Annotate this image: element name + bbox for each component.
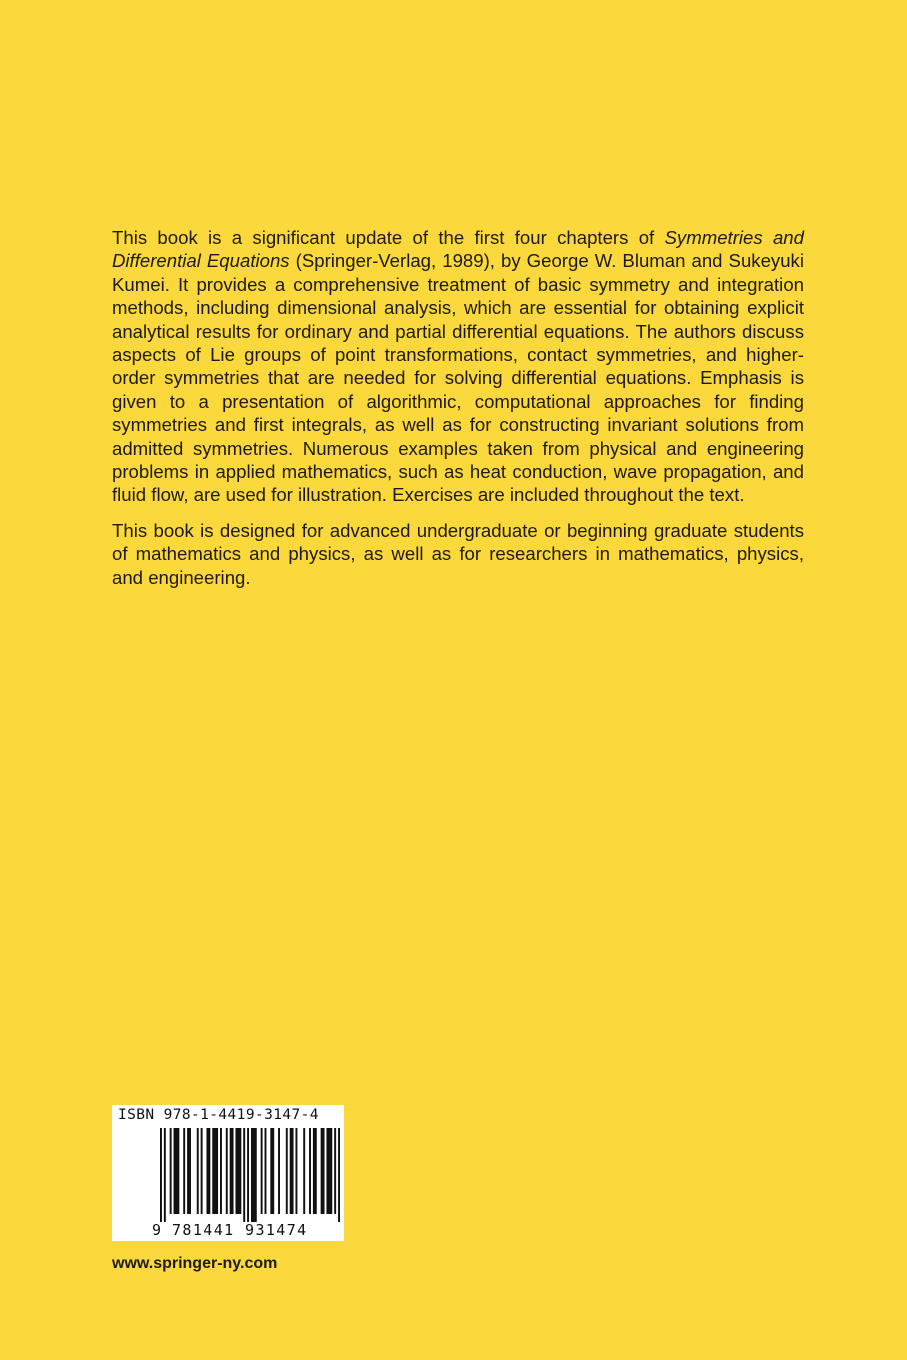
barcode-bar [326, 1128, 332, 1214]
barcode-bar [197, 1128, 199, 1214]
barcode-digits: 781441 931474 [172, 1221, 308, 1239]
barcode-bar [313, 1128, 317, 1214]
barcode-bar [334, 1128, 336, 1214]
barcode-bar [160, 1128, 162, 1222]
barcode-bar [321, 1128, 325, 1214]
barcode-bar [201, 1128, 203, 1214]
description-paragraph-2: This book is designed for advanced undergraduate or beginning graduate students of mathematics and physics, as well as for researchers in mathematics, physics, and engineering. [112, 519, 804, 588]
barcode-lead-digit: 9 [152, 1221, 162, 1239]
barcode-bar [286, 1128, 288, 1214]
barcode-bar [183, 1128, 185, 1214]
barcode-bar [174, 1128, 180, 1214]
barcode-bar [261, 1128, 263, 1214]
barcode-bar [235, 1128, 241, 1214]
isbn-barcode [112, 1105, 344, 1241]
barcode-bar [164, 1128, 166, 1222]
barcode-bar [303, 1128, 305, 1214]
back-cover-description [112, 226, 804, 601]
barcode-bar [230, 1128, 234, 1214]
barcode-bar [278, 1128, 280, 1214]
barcode-bar [309, 1128, 311, 1214]
barcode-bar [270, 1128, 274, 1214]
barcode-bar [220, 1128, 222, 1214]
barcode-bar [243, 1128, 245, 1222]
description-paragraph-1 [112, 226, 804, 507]
barcode-bar [338, 1128, 340, 1222]
description-text-part-2: (Springer-Verlag, 1989), by George W. Bluman and Sukeyuki Kumei. It provides a comprehensive treatment of basic symmetry and integration methods, including dimensional analysis, which are essential for obtaining explicit analytical results for ordinary and partial differential equations. The authors discuss aspects of Lie groups of point transformations, contact symmetries, and higher-order symmetries that are needed for solving differential equations. Emphasis is given to a presentation of algorithmic, computational approaches for finding symmetries and first integrals, as well as for constructing invariant solutions from admitted symmetries. Numerous examples taken from physical and engineering problems in applied mathematics, such as heat conduction, wave propagation, and fluid flow, are used for illustration. Exercises are included throughout the text. [112, 250, 804, 506]
description-text-part-1: This book is a significant update of the first four chapters of [112, 227, 665, 248]
barcode-bar [265, 1128, 267, 1214]
barcode-bar [212, 1128, 218, 1214]
publisher-url: www.springer-ny.com [112, 1255, 278, 1272]
barcode-bar [251, 1128, 257, 1222]
barcode-bars [160, 1128, 340, 1222]
barcode-bar [295, 1128, 297, 1214]
barcode-bar [290, 1128, 294, 1214]
barcode-bar [226, 1128, 228, 1214]
isbn-label: ISBN 978-1-4419-3147-4 [118, 1107, 319, 1123]
barcode-bar [247, 1128, 249, 1222]
barcode-bar [206, 1128, 210, 1214]
barcode-bar [187, 1128, 191, 1214]
barcode-bar [170, 1128, 172, 1214]
previous-book-title: Symmetries and Differential Equations [112, 227, 804, 272]
